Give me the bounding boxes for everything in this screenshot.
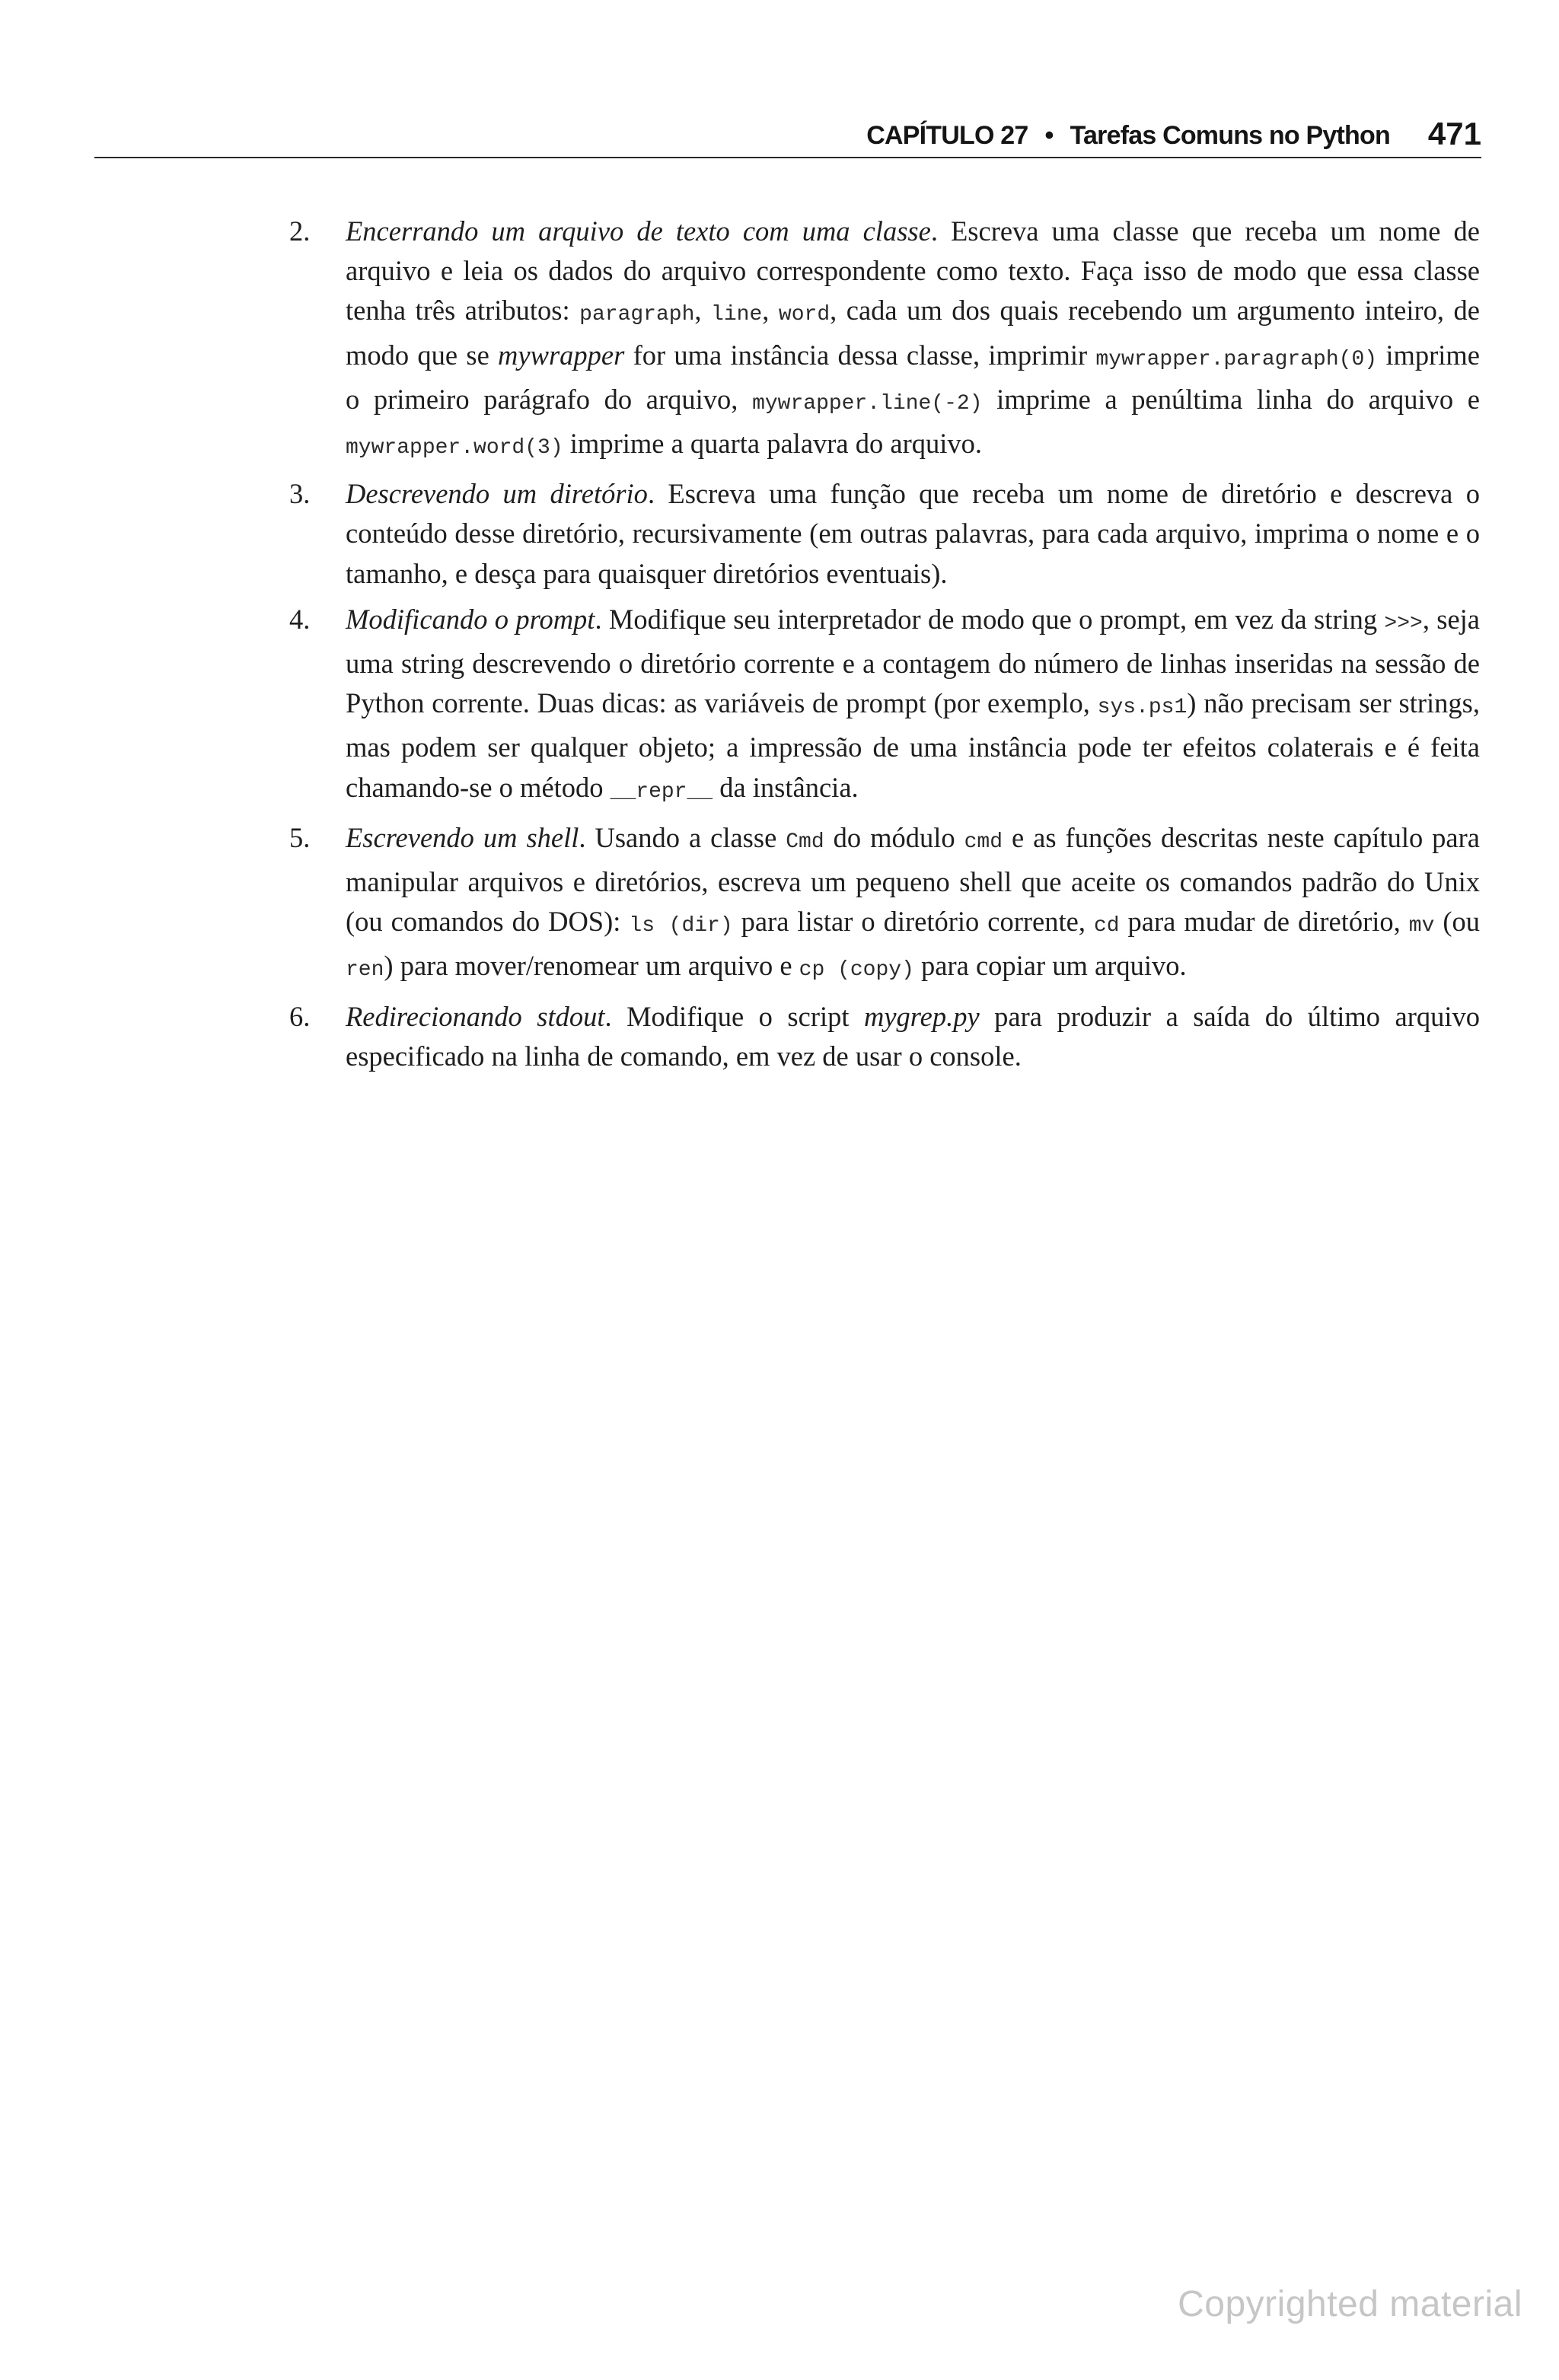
code-repr: __repr__	[610, 779, 713, 804]
running-head	[94, 111, 1481, 158]
code-cmd-class: Cmd	[786, 830, 824, 854]
code-ren: ren	[346, 958, 384, 983]
exercise-number: 6.	[289, 1000, 311, 1032]
copyright-watermark: Copyrighted material	[1178, 2284, 1522, 2324]
code-cp-copy: cp (copy)	[799, 958, 914, 983]
exercise-title: Encerrando um arquivo de texto com uma classe	[346, 215, 931, 247]
code-sys-ps1: sys.ps1	[1097, 696, 1188, 720]
exercise-number: 3.	[289, 478, 311, 510]
exercise-number: 2.	[289, 215, 311, 247]
italic-mywrapper: mywrapper	[498, 339, 625, 371]
code-cmd-module: cmd	[964, 830, 1003, 854]
exercise-5: 5. Escrevendo um shell. Usando a classe Cmd do módulo cmd e as funções descritas neste capítulo para manipular arquivos e diretórios, escreva um pequeno shell que aceite os comandos padrão do Unix (ou comandos do DOS): ls (dir) para listar o diretório corrente, cd para mudar de diretório, mv (ou ren) para mover/renomear um arquivo e cp (copy) para copiar um arquivo.	[289, 818, 1480, 991]
exercise-3: 3. Descrevendo um diretório. Escreva uma função que receba um nome de diretório e descreva o conteúdo desse diretório, recursivamente (em outras palavras, para cada arquivo, imprima o nome e o tamanho, e desça para quaisquer diretórios eventuais).	[289, 474, 1480, 594]
italic-mygrep: mygrep.py	[863, 1000, 980, 1032]
exercise-4: 4. Modificando o prompt. Modifique seu interpretador de modo que o prompt, em vez da string >>>, seja uma string descrevendo o diretório corrente e a contagem do número de linhas inseridas na sessão de Python corrente. Duas dicas: as variáveis de prompt (por exemplo, sys.ps1) não precisam ser strings, mas podem ser qualquer objeto; a impressão de uma instância pode ter efeitos colaterais e é feita chamando-se o método __repr__ da instância.	[289, 600, 1480, 812]
code-line: line	[711, 303, 763, 327]
code-prompt: >>>	[1384, 611, 1423, 636]
code-cd: cd	[1093, 914, 1120, 938]
code-mv: mv	[1408, 914, 1435, 938]
exercise-title: Redirecionando stdout	[346, 1000, 605, 1032]
exercise-title: Descrevendo um diretório	[346, 478, 648, 510]
code-word: word	[778, 303, 831, 327]
code-paragraph: paragraph	[579, 303, 695, 327]
exercise-6: 6. Redirecionando stdout. Modifique o script mygrep.py para produzir a saída do último arquivo especificado na linha de comando, em vez de usar o console.	[289, 997, 1480, 1076]
exercise-list	[289, 212, 1480, 1082]
exercise-number: 5.	[289, 821, 311, 853]
exercise-2: 2. Encerrando um arquivo de texto com uma classe. Escreva uma classe que receba um nome de arquivo e leia os dados do arquivo correspondente como texto. Faça isso de modo que essa classe tenha três atributos: paragraph, line, word, cada um dos quais recebendo um argumento inteiro, de modo que se mywrapper for uma instância dessa classe, imprimir mywrapper.paragraph(0) imprime o primeiro parágrafo do arquivo, mywrapper.line(-2) imprime a penúltima linha do arquivo e mywrapper.word(3) imprime a quarta palavra do arquivo.	[289, 212, 1480, 468]
exercise-title: Escrevendo um shell	[346, 821, 579, 853]
exercise-number: 4.	[289, 603, 311, 635]
code-mywrapper-word: mywrapper.word(3)	[346, 436, 563, 460]
chapter-label: CAPÍTULO 27 • Tarefas Comuns no Python	[866, 121, 1390, 157]
section-title: Tarefas Comuns no Python	[1070, 121, 1390, 150]
exercise-title: Modificando o prompt	[346, 603, 595, 635]
code-mywrapper-line: mywrapper.line(-2)	[752, 391, 983, 416]
header-bullet: •	[1044, 121, 1054, 150]
page-number: 471	[1427, 116, 1481, 151]
code-ls-dir: ls (dir)	[629, 914, 733, 938]
code-mywrapper-paragraph: mywrapper.paragraph(0)	[1095, 347, 1378, 371]
